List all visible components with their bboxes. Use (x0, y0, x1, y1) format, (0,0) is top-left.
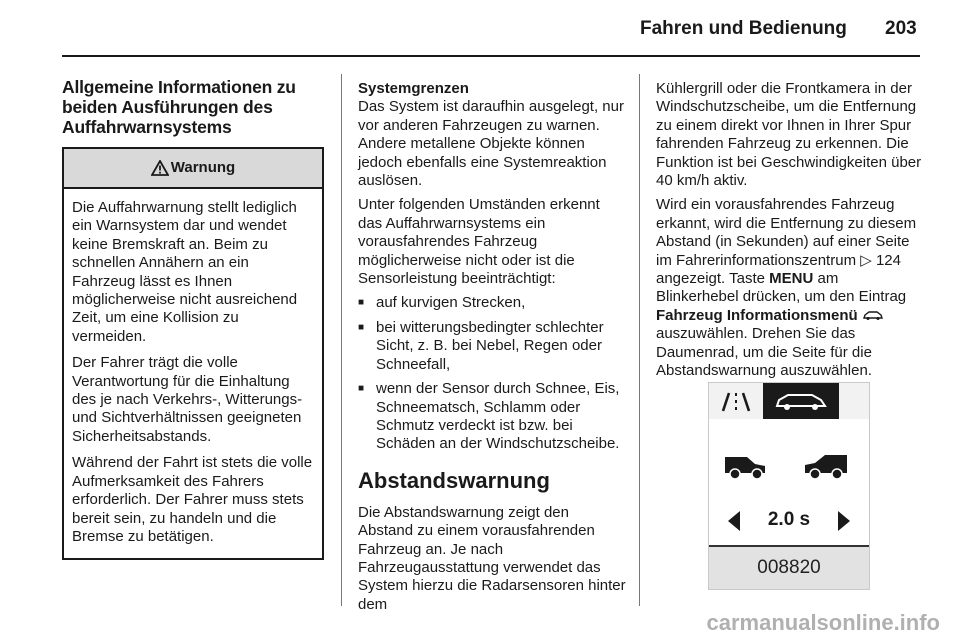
display-main (709, 419, 869, 545)
column-left (62, 77, 324, 560)
warning-paragraph: Während der Fahrt ist stets die volle Aufmerksamkeit des Fahrers erforderlich. Der Fahrer muss stets bereit sein, zu handeln und die Bremse zu betätigen. (72, 454, 313, 545)
page-number: 203 (885, 18, 917, 39)
page-reference-arrow-icon: ▷ (860, 251, 872, 269)
arrow-left-icon (727, 510, 741, 532)
text-run: Wird ein vorausfahrendes Fahrzeug erkannt, wird die Entfernung zu diesem Abstand (in Sekunden) auf einer Seite im Fahrerinformationszentrum (656, 196, 917, 269)
subheading-system-limits: Systemgrenzen (358, 80, 469, 97)
text-run: auszuwählen. Drehen Sie das Daumenrad, um die Seite für die Abstandswarnung auszuwählen. (656, 325, 872, 380)
text-run: am Blinkerhebel drücken, um den Eintrag (656, 270, 907, 306)
text-run: angezeigt. Taste (656, 270, 765, 288)
lane-icon (709, 383, 763, 419)
menu-key-label: MENU (769, 270, 814, 288)
menu-entry-label: Fahrzeug Informationsmenü (656, 306, 858, 324)
lane-tab (709, 383, 763, 419)
warning-paragraph: Der Fahrer trägt die volle Verantwortung für die Einhaltung des je nach Verkehrs-, Witterungs- und Sichtverhältnissen geeigneten Sicherheitsabstands. (72, 354, 303, 445)
warning-header (64, 149, 322, 189)
paragraph: Kühlergrill oder die Frontkamera in der Windschutzscheibe, um die Entfernung zu einem direkt vor Ihnen in Ihrer Spur fahrenden Fahrzeug zu erkennen. Die Funktion ist bei Geschwindigkeiten über 40 km/h aktiv. (656, 80, 922, 190)
watermark: carmanualsonline.info (706, 610, 940, 635)
paragraph: Unter folgenden Umständen erkennt das Auffahrwarnsystems ein vorausfahrendes Fahrzeug möglicherweise nicht oder ist die Sensorleistung beeinträchtigt: (358, 196, 600, 288)
column-divider (341, 74, 342, 606)
column-right (656, 80, 924, 387)
column-divider (639, 74, 640, 606)
own-car-icon (721, 443, 781, 483)
section-title-distance-warning: Abstandswarnung (358, 467, 550, 493)
car-menu-icon (862, 309, 884, 321)
list-item: ■ bei witterungsbedingter schlechter Sicht, z. B. bei Nebel, Regen oder Schneefall, (358, 319, 626, 374)
header-rule (62, 55, 920, 57)
paragraph: Das System ist daraufhin ausgelegt, nur vor anderen Fahrzeugen zu warnen. Andere metallene Objekte können jedoch ebenfalls eine Systemreaktion auslösen. (358, 98, 624, 190)
list-item: ■ wenn der Sensor durch Schnee, Eis, Schneematsch, Schlamm oder Schmutz verdeckt ist bzw. bei Schäden an der Windschutzscheibe. (358, 380, 626, 454)
paragraph-menu-instructions (656, 196, 924, 380)
car-icon (763, 383, 839, 419)
arrow-right-icon (837, 510, 851, 532)
driver-info-display (708, 382, 870, 590)
distance-tab-active (763, 383, 839, 419)
bullet-list (358, 294, 626, 453)
vehicle-ahead-icon (801, 443, 861, 483)
warning-body (64, 189, 322, 558)
warning-icon (151, 160, 169, 176)
section-title-general: Allgemeine Informationen zu beiden Ausführungen des Auffahrwarnsystems (62, 77, 296, 137)
display-tab-bar (709, 383, 869, 419)
page-reference: 124 (875, 251, 901, 269)
list-item: ■ auf kurvigen Strecken, (358, 294, 626, 312)
column-middle (358, 80, 626, 620)
paragraph: Die Abstandswarnung zeigt den Abstand zu einem vorausfahrenden Fahrzeug an. Je nach Fahrzeugausstattung verwendet das System hierzu die Radarsensoren hinter dem (358, 503, 626, 613)
warning-label: Warnung (170, 158, 236, 176)
header-title: Fahren und Bedienung (640, 18, 847, 39)
warning-paragraph: Die Auffahrwarnung stellt lediglich ein Warnsystem dar und wendet keine Bremskraft an. Beim zu schnellen Annähern an ein Fahrzeug lässt es Ihnen möglicherweise nicht ausreichend Zeit, um eine Kollision zu vermeiden. (72, 199, 298, 345)
odometer-readout: 008820 (709, 545, 869, 589)
gap-time-readout: 2.0 s (767, 509, 811, 530)
warning-box (62, 147, 324, 560)
